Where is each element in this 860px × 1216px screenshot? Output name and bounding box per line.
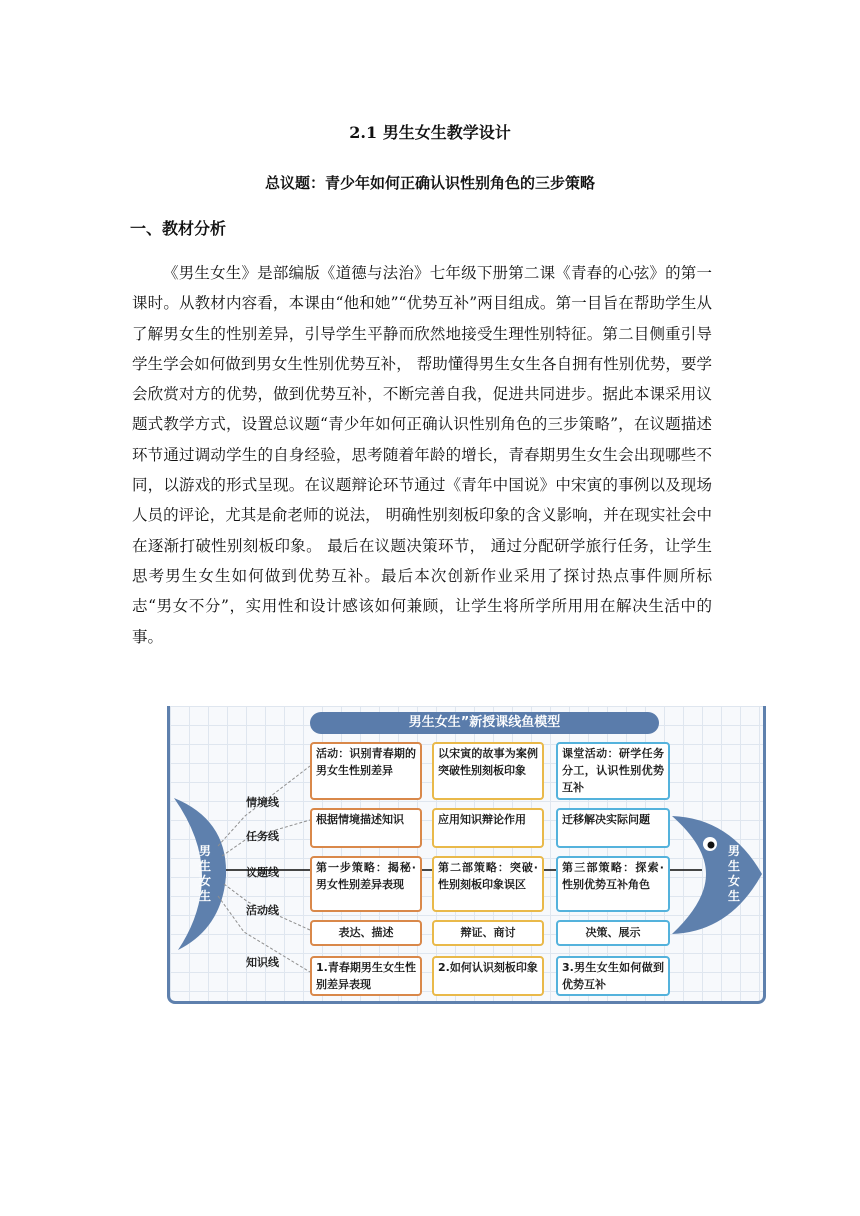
line-label-context: 情境线 xyxy=(246,796,279,809)
cell-knowledge-3: 3.男生女生如何做到优势互补 xyxy=(556,956,670,996)
cell-activity-3: 决策、展示 xyxy=(556,920,670,946)
line-label-task: 任务线 xyxy=(246,830,279,843)
fishbone-diagram xyxy=(167,706,766,1004)
cell-context-1: 活动：识别青春期的男女生性别差异 xyxy=(310,742,422,800)
cell-task-3: 迁移解决实际问题 xyxy=(556,808,670,848)
section-heading: 一、教材分析 xyxy=(130,219,227,238)
fish-tail-label: 男生女生 xyxy=(198,844,211,903)
cell-knowledge-2: 2.如何认识刻板印象 xyxy=(432,956,544,996)
cell-issue-2: 第二部策略：突破·性别刻板印象误区 xyxy=(432,856,544,912)
cell-task-1: 根据情境描述知识 xyxy=(310,808,422,848)
diagram-title: 男生女生”新授课线鱼模型 xyxy=(310,712,659,734)
fish-head-shape xyxy=(672,816,762,934)
document-subtitle: 总议题：青少年如何正确认识性别角色的三步策略 xyxy=(264,174,595,192)
cell-activity-2: 辩证、商讨 xyxy=(432,920,544,946)
cell-knowledge-1: 1.青春期男生女生性别差异表现 xyxy=(310,956,422,996)
line-label-activity: 活动线 xyxy=(246,904,279,917)
fish-head-label: 男生女生 xyxy=(727,844,740,903)
cell-issue-1: 第一步策略：揭秘·男女性别差异表现 xyxy=(310,856,422,912)
body-paragraph: 《男生女生》是部编版《道德与法治》七年级下册第二课《青春的心弦》的第一课时。从教材内容看，本课由“他和她”“优势互补”两目组成。第一目旨在帮助学生从了解男女生的性别差异，引导学生平静而欣然地接受生理性别特征。第二目侧重引导学生学会如何做到男女生性别优势互补， 帮助懂得男生女生各自拥有性别优势，要学会欣赏对方的优势，做到优势互补，不断完善自我，促进共同进步。据此本课采用议题式教学方式，设置总议题“青少年如何正确认识性别角色的三步策略”，在议题描述环节通过调动学生的自身经验，思考随着年龄的增长，青春期男生女生会出现哪些不同，以游戏的形式呈现。在议题辩论环节通过《青年中国说》中宋寅的事例以及现场人员的评论，尤其是俞老师的说法， 明确性别刻板印象的含义影响，并在现实社会中在逐渐打破性别刻板印象。 最后在议题决策环节， 通过分配研学旅行任务，让学生思考男生女生如何做到优势互补。最后本次创新作业采用了探讨热点事件厕所标志“男女不分”，实用性和设计感该如何兼顾，让学生将所学所用用在解决生活中的事。 xyxy=(132,264,712,646)
line-label-knowledge: 知识线 xyxy=(246,956,279,969)
line-label-issue: 议题线 xyxy=(246,866,279,879)
cell-issue-3: 第三部策略：探索·性别优势互补角色 xyxy=(556,856,670,912)
cell-activity-1: 表达、描述 xyxy=(310,920,422,946)
cell-context-3: 课堂活动：研学任务分工，认识性别优势互补 xyxy=(556,742,670,800)
cell-context-2: 以宋寅的故事为案例突破性别刻板印象 xyxy=(432,742,544,800)
cell-task-2: 应用知识辩论作用 xyxy=(432,808,544,848)
document-title: 2.1 男生女生教学设计 xyxy=(349,123,511,142)
